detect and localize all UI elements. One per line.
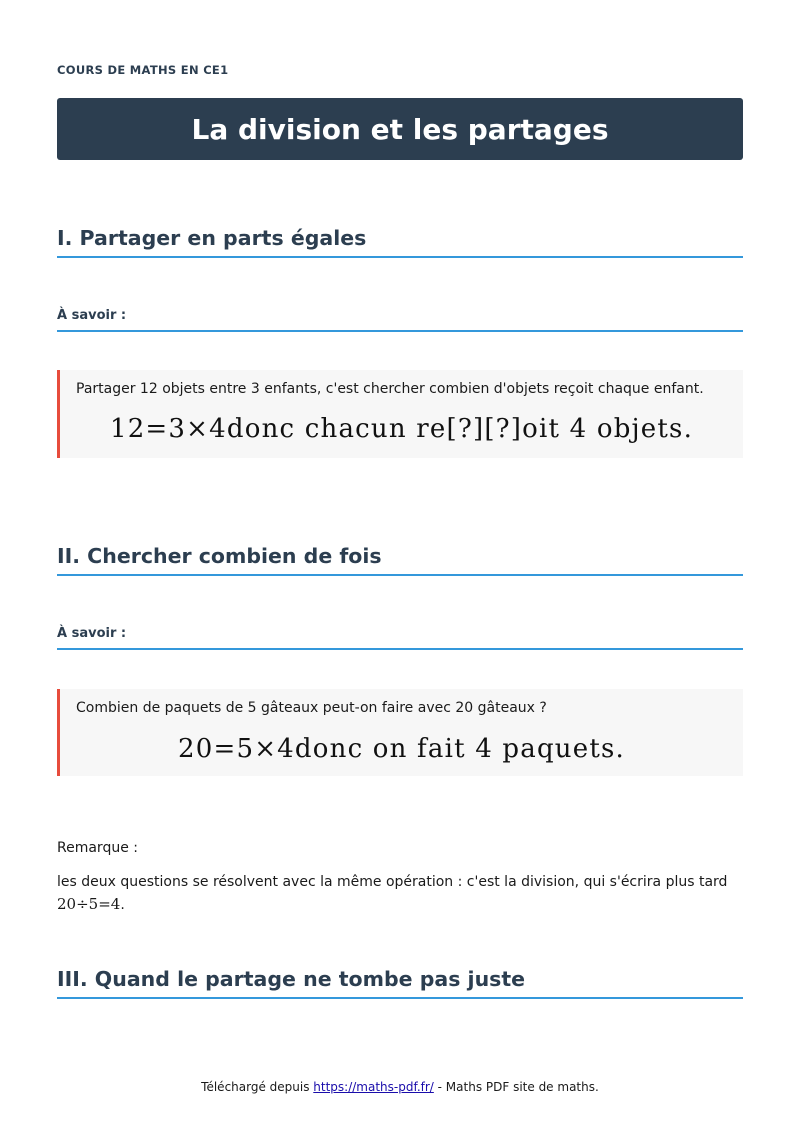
- footer: [0, 1080, 800, 1094]
- remark-end: .: [120, 897, 125, 913]
- example-text-1: Partager 12 objets entre 3 enfants, c'est chercher combien d'objets reçoit chaque enfant.: [76, 381, 704, 397]
- course-label: COURS DE MATHS EN CE1: [57, 63, 229, 77]
- example-box-1: [57, 370, 743, 458]
- footer-link[interactable]: https://maths-pdf.fr/: [313, 1080, 434, 1094]
- page-title: La division et les partages: [191, 112, 609, 146]
- section-heading-2: II. Chercher combien de fois: [57, 544, 743, 576]
- remark-title: Remarque :: [57, 840, 138, 856]
- footer-suffix: - Maths PDF site de maths.: [433, 1080, 599, 1094]
- math-formula-2: 20=5×4donc on fait 4 paquets.: [177, 734, 625, 764]
- example-text-2: Combien de paquets de 5 gâteaux peut-on faire avec 20 gâteaux ?: [76, 700, 547, 716]
- footer-prefix: Téléchargé depuis: [201, 1080, 314, 1094]
- remark-math: 20÷5=4: [57, 895, 121, 913]
- savoir-label-2: À savoir :: [57, 626, 743, 650]
- math-formula-1: 12=3×4donc chacun re[?][?]oit 4 objets.: [109, 414, 694, 444]
- remark-body: les deux questions se résolvent avec la même opération : c'est la division, qui s'écrira plus tard: [57, 874, 728, 890]
- title-banner: [57, 98, 743, 160]
- remark-text: [57, 871, 743, 916]
- section-heading-1: I. Partager en parts égales: [57, 226, 743, 258]
- section-heading-3: III. Quand le partage ne tombe pas juste: [57, 967, 743, 999]
- example-box-2: [57, 689, 743, 776]
- savoir-label-1: À savoir :: [57, 308, 743, 332]
